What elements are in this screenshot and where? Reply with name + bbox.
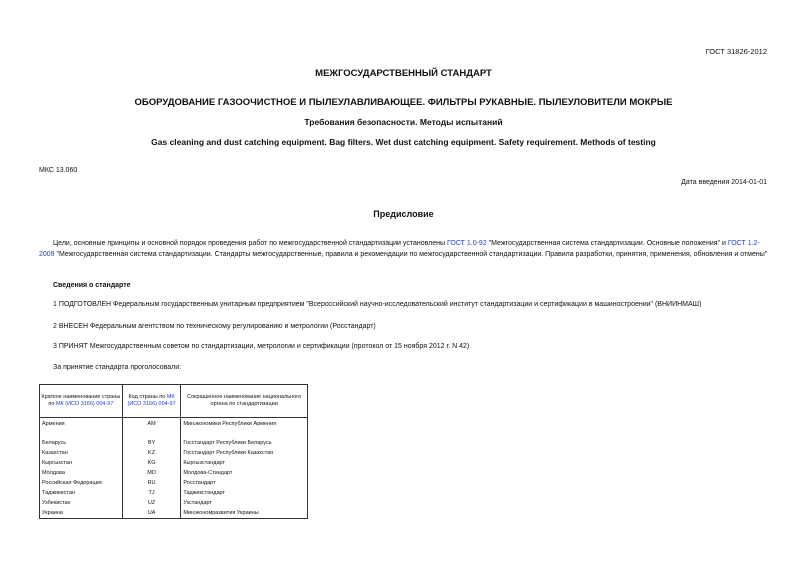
code-cell: TJ <box>122 488 181 498</box>
body-cell: Таджикстандарт <box>181 488 308 498</box>
table-row <box>40 468 308 478</box>
preface-paragraph <box>39 239 770 260</box>
country-cell: Узбекистан <box>40 498 123 508</box>
table-row <box>40 478 308 488</box>
gost-1-2-link[interactable]: ГОСТ 1.2-2009 <box>39 240 760 258</box>
table-row <box>40 418 308 439</box>
paragraph-text: "Межгосударственная система стандартизации. Основные положения" и <box>486 240 728 247</box>
body-cell: Кыргызстандарт <box>181 458 308 468</box>
code-cell: BY <box>122 438 181 448</box>
country-cell: Украина <box>40 508 123 519</box>
country-cell: Российская Федерация <box>40 478 123 488</box>
country-cell: Беларусь <box>40 438 123 448</box>
standard-info-heading: Сведения о стандарте <box>53 282 131 289</box>
countries-table <box>39 384 308 519</box>
code-cell: KG <box>122 458 181 468</box>
mk-iso-link[interactable]: МК (ИСО 3166) 004-97 <box>55 401 114 407</box>
standard-type-heading: МЕЖГОСУДАРСТВЕННЫЙ СТАНДАРТ <box>315 68 492 79</box>
document-title: ОБОРУДОВАНИЕ ГАЗООЧИСТНОЕ И ПЫЛЕУЛАВЛИВАЮЩЕЕ. ФИЛЬТРЫ РУКАВНЫЕ. ПЫЛЕУЛОВИТЕЛИ МОКРЫЕ <box>134 97 673 108</box>
table-row <box>40 508 308 519</box>
subtitle-russian: Требования безопасности. Методы испытаний <box>304 117 503 127</box>
body-cell: Минэкономики Республики Армения <box>181 418 308 439</box>
document-code: ГОСТ 31826-2012 <box>705 47 767 56</box>
code-cell: AM <box>122 418 181 439</box>
code-cell: UA <box>122 508 181 519</box>
code-cell: UZ <box>122 498 181 508</box>
table-row <box>40 438 308 448</box>
table-row <box>40 448 308 458</box>
body-cell: Госстандарт Республики Беларусь <box>181 438 308 448</box>
body-cell: Минэкономразвития Украины <box>181 508 308 519</box>
preface-heading: Предисловие <box>373 209 434 219</box>
country-cell: Армения <box>40 418 123 439</box>
country-cell: Таджикистан <box>40 488 123 498</box>
subtitle-english: Gas cleaning and dust catching equipment. Bag filters. Wet dust catching equipment. Safety requirement. Methods of testing <box>151 137 656 147</box>
body-cell: Госстандарт Республики Казахстан <box>181 448 308 458</box>
prepared-by-item: 1 ПОДГОТОВЛЕН Федеральным государственным унитарным предприятием "Всероссийский научно-исследовательский институт стандартизации и сертификации в машиностроении" (ВНИИНМАШ) <box>53 301 702 308</box>
table-row <box>40 498 308 508</box>
country-code-header: Код страны по МК (ИСО 3166) 004-97 <box>122 385 181 418</box>
country-cell: Кыргызстан <box>40 458 123 468</box>
intro-date: Дата введения 2014-01-01 <box>681 179 767 186</box>
table-header-row <box>40 385 308 418</box>
code-cell: KZ <box>122 448 181 458</box>
country-name-header: Краткое наименование страны по МК (ИСО 3166) 004-97 <box>40 385 123 418</box>
code-cell: RU <box>122 478 181 488</box>
table-row <box>40 488 308 498</box>
code-cell: MD <box>122 468 181 478</box>
voting-intro: За принятие стандарта проголосовали: <box>53 364 182 371</box>
country-cell: Молдова <box>40 468 123 478</box>
adopted-by-item: 3 ПРИНЯТ Межгосударственным советом по стандартизации, метрологии и сертификации (протокол от 15 ноября 2012 г. N 42) <box>53 343 470 350</box>
standards-body-header: Сокращенное наименование национального органа по стандартизации <box>181 385 308 418</box>
introduced-by-item: 2 ВНЕСЕН Федеральным агентством по техническому регулированию и метрологии (Росстандарт) <box>53 323 376 330</box>
gost-1-0-link[interactable]: ГОСТ 1.0-92 <box>446 240 487 247</box>
body-cell: Росстандарт <box>181 478 308 488</box>
table-row <box>40 458 308 468</box>
body-cell: Молдова-Стандарт <box>181 468 308 478</box>
body-cell: Узстандарт <box>181 498 308 508</box>
mk-iso-link[interactable]: МК (ИСО 3166) 004-97 <box>127 394 176 407</box>
country-cell: Казахстан <box>40 448 123 458</box>
mks-classifier: МКС 13.060 <box>39 167 78 174</box>
paragraph-text: "Межгосударственная система стандартизации. Стандарты межгосударственные, правила и рекомендации по межгосударственной стандартизации. Правила разработки, принятия, применения, обновления и отмены" <box>54 250 768 258</box>
paragraph-text: Цели, основные принципы и основной порядок проведения работ по межгосударственной стандартизации установлены <box>53 240 447 247</box>
